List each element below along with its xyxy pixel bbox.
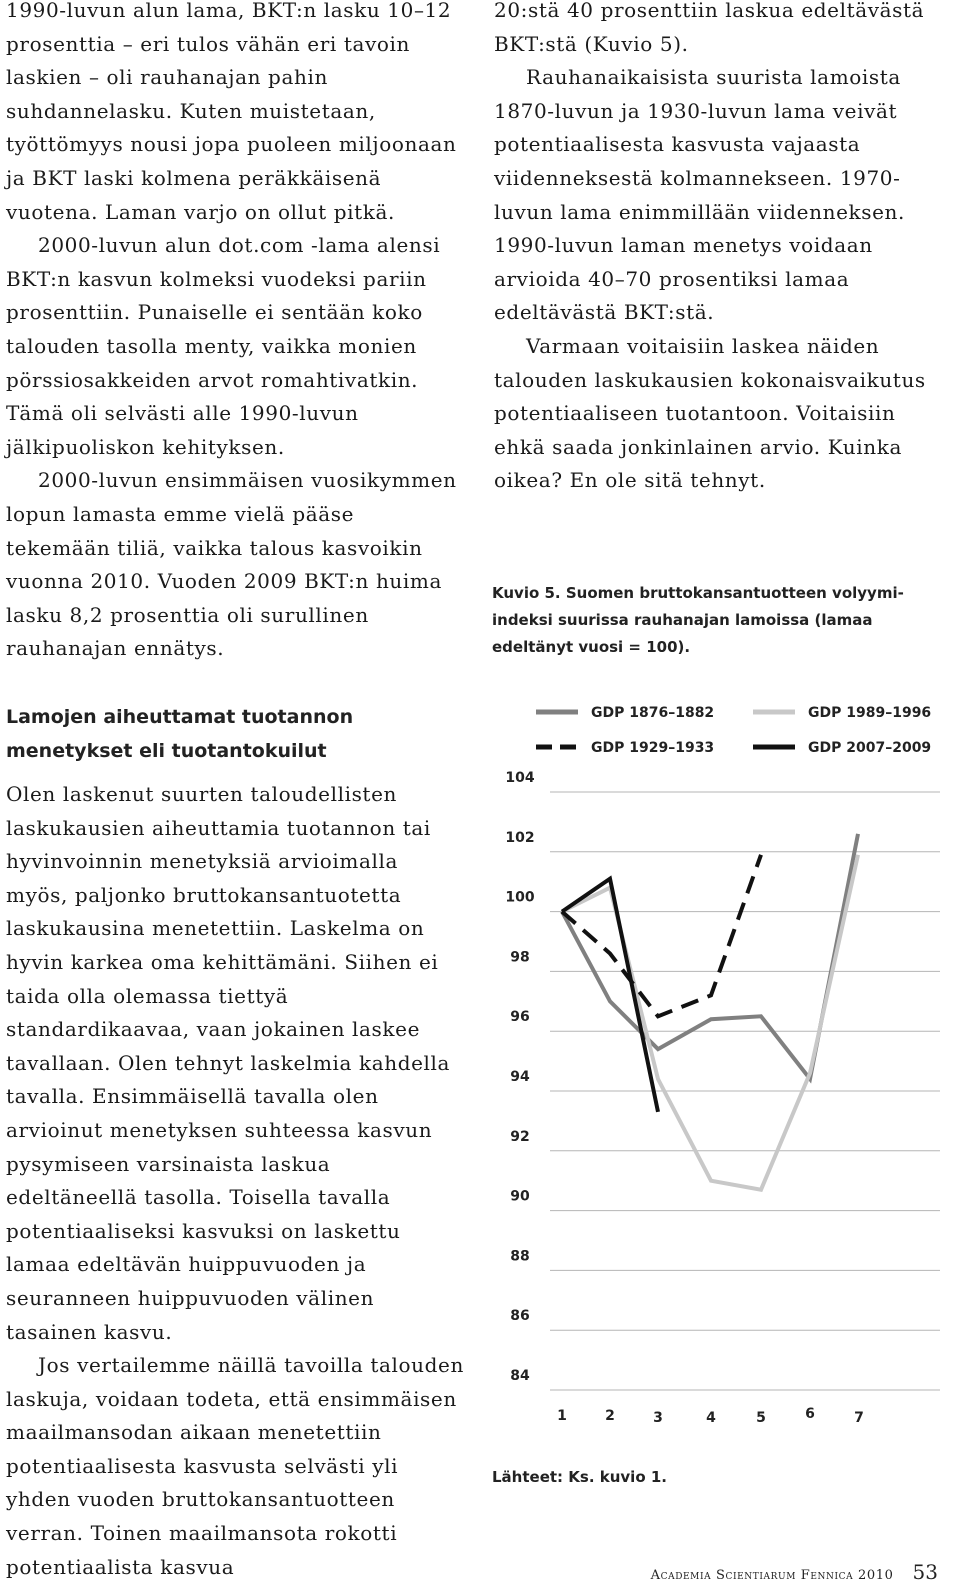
chart-series [562, 834, 858, 1190]
y-tick-label: 94 [510, 1069, 530, 1085]
x-tick-label: 4 [706, 1410, 716, 1426]
legend-label: GDP 1876–1882 [591, 705, 715, 721]
y-axis-ticks [505, 770, 534, 1384]
section-heading: Lamojen aiheuttamat tuotannon menetykset eli tuotantokuilut [6, 706, 354, 762]
figure-caption: Kuvio 5. Suomen bruttokansantuotteen volyymi-indeksi suurissa rauhanajan lamoissa (lamaa edeltänyt vuosi = 100). [492, 584, 904, 656]
y-tick-label: 98 [510, 949, 530, 966]
x-tick-label: 5 [756, 1410, 766, 1426]
x-tick-label: 7 [854, 1410, 864, 1426]
left-top-paragraph-2: 2000-luvun alun dot.com -lama alensi BKT:n kasvun kolmeksi vuodeksi pariin prosenttiin. Punaiselle ei sentään koko talouden tasolla menty, vaikka monien pörssiosakkeiden arvot romahtivatkin. Tämä oli selvästi alle 1990-luvun jälkipuoliskon kehityksen. [6, 233, 441, 459]
right-top-paragraph-1: 20:stä 40 prosenttiin laskua edeltävästä BKT:stä (Kuvio 5). [494, 0, 925, 56]
y-tick-label: 100 [505, 889, 535, 906]
x-tick-label: 1 [557, 1408, 567, 1424]
left-column-bottom [6, 778, 464, 1584]
series-line-3 [562, 855, 761, 1017]
y-tick-label: 92 [510, 1128, 530, 1145]
journal-name: Academia Scientiarum Fennica 2010 [650, 1568, 894, 1583]
left-top-paragraph-1: 1990-luvun alun lama, BKT:n lasku 10–12 prosenttia – eri tulos vähän eri tavoin laskien – oli rauhanajan pahin suhdannelasku. Kuten muistetaan, työttömyys nousi jopa puoleen miljoonaan ja BKT laski kolmena peräkkäisenä vuotena. Laman varjo on ollut pitkä. [6, 0, 457, 224]
page-footer [651, 1560, 938, 1584]
left-top-paragraph-3: 2000-luvun ensimmäisen vuosikymmen lopun lamasta emme vielä pääse tekemään tiliä, vaikka talous kasvoikin vuonna 2010. Vuoden 2009 BKT:n huima lasku 8,2 prosenttia oli surullinen rauhanajan ennätys. [6, 468, 457, 661]
legend-label: GDP 1929–1933 [591, 740, 715, 756]
gdp-line-chart [480, 690, 950, 1450]
y-tick-label: 96 [510, 1009, 530, 1026]
chart-sources: Lähteet: Ks. kuvio 1. [492, 1468, 667, 1486]
left-bottom-paragraph-2: Jos vertailemme näillä tavoilla talouden laskuja, voidaan todeta, että ensimmäisen maailmansodan aikaan menetettiin potentiaalisesta kasvusta selvästi yli yhden vuoden bruttokansantuotteen verran. Toinen maailmansota rokotti potentiaalista kasvua [6, 1353, 464, 1579]
left-bottom-paragraph-1: Olen laskenut suurten taloudellisten laskukausien aiheuttamia tuotannon tai hyvinvoinnin menetyksiä arvioimalla myös, paljonko bruttokansantuotetta laskukausina menetettiin. Laskelma on hyvin karkea oma kehittämäni. Siihen ei taida olla olemassa tiettyä standardikaavaa, vaan jokainen laskee tavallaan. Olen tehnyt laskelmia kahdella tavalla. Ensimmäisellä tavalla olen arvioinut menetyksen suhteessa kasvun pysymiseen varsinaista laskua edeltäneellä tasolla. Toisella tavalla potentiaaliseksi kasvuksi on laskettu lamaa edeltävän huippuvuoden ja seuranneen huippuvuoden välinen tasainen kasvu. [6, 782, 451, 1344]
legend-label: GDP 1989–1996 [808, 705, 932, 721]
y-tick-label: 90 [510, 1188, 530, 1205]
right-column-top [494, 0, 952, 498]
x-axis-ticks [557, 1406, 864, 1426]
x-tick-label: 6 [805, 1406, 815, 1422]
y-tick-label: 102 [505, 829, 535, 846]
y-tick-label: 104 [505, 770, 535, 786]
chart-legend [536, 705, 931, 756]
x-tick-label: 3 [653, 1410, 663, 1426]
left-column-top [6, 0, 464, 666]
x-tick-label: 2 [605, 1408, 615, 1424]
y-tick-label: 86 [510, 1308, 530, 1325]
legend-label: GDP 2007–2009 [808, 740, 932, 756]
right-top-paragraph-2: Rauhanaikaisista suurista lamoista 1870-luvun ja 1930-luvun lama veivät potentiaalisesta kasvusta vajaasta viidenneksestä kolmannekseen. 1970-luvun lama enimmillään viidenneksen. 1990-luvun laman menetys voidaan arvioida 40–70 prosentiksi lamaa edeltävästä BKT:stä. [494, 65, 905, 325]
right-top-paragraph-3: Varmaan voitaisiin laskea näiden talouden laskukausien kokonaisvaikutus potentiaaliseen tuotantoon. Voitaisiin ehkä saada jonkinlainen arvio. Kuinka oikea? En ole sitä tehnyt. [494, 333, 926, 493]
y-tick-label: 84 [510, 1368, 530, 1384]
page-number: 53 [912, 1560, 938, 1584]
series-line-1 [562, 834, 858, 1079]
series-line-2 [562, 855, 858, 1190]
y-tick-label: 88 [510, 1248, 530, 1265]
